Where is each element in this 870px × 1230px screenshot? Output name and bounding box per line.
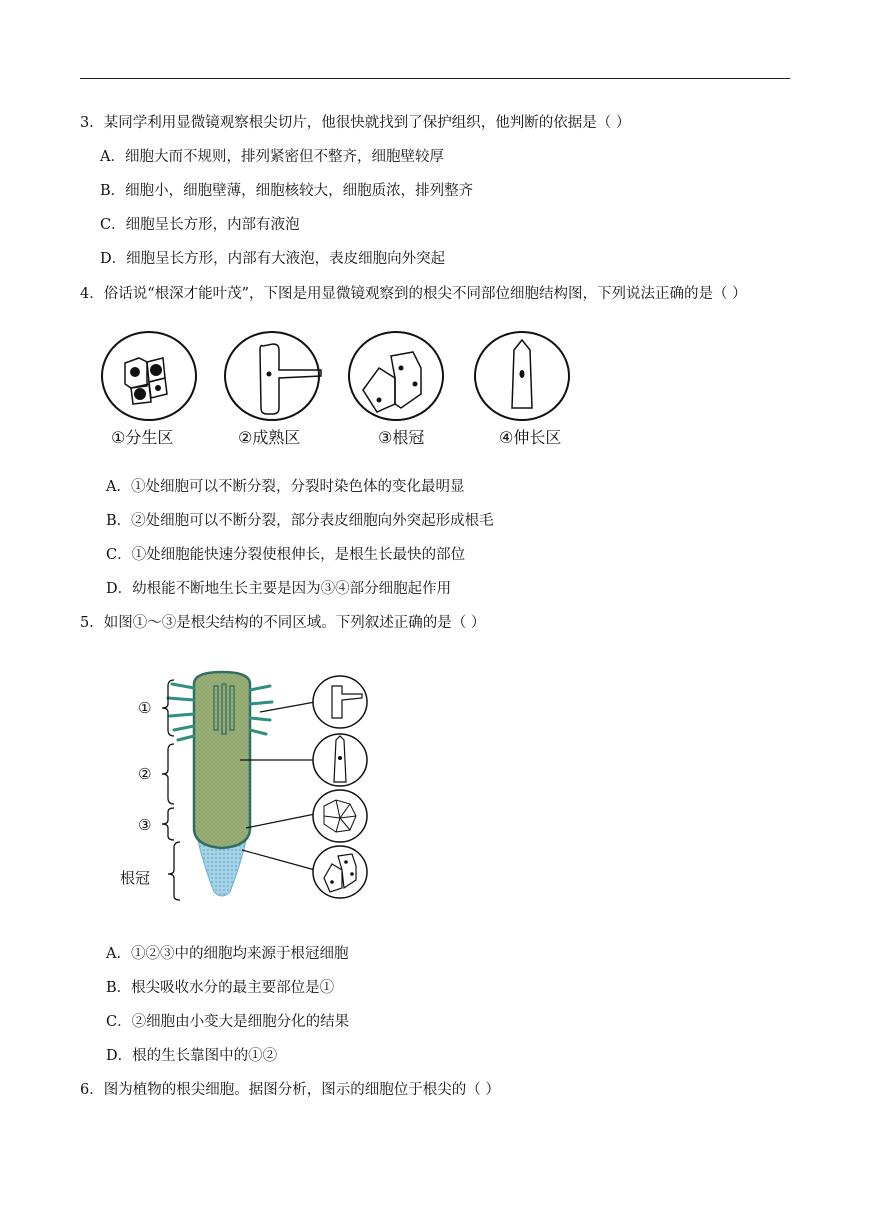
q3-option-d: D．细胞呈长方形，内部有大液泡，表皮细胞向外突起: [100, 251, 446, 267]
q4-option-b: B．②处细胞可以不断分裂，部分表皮细胞向外突起形成根毛: [106, 513, 494, 529]
q5-root-tip-figure: [110, 660, 380, 910]
label-elongation-zone: ④伸长区: [499, 428, 562, 447]
q4-option-c: C．①处细胞能快速分裂使根伸长，是根生长最快的部位: [106, 547, 466, 563]
q4-option-d: D．幼根能不断地生长主要是因为③④部分细胞起作用: [106, 581, 452, 597]
elongation-cell-diagram: [475, 332, 569, 420]
label-zone-3: ③: [138, 816, 152, 834]
root-cap-cell-diagram: [349, 332, 443, 420]
detail-root-cap-cells: [313, 846, 367, 898]
label-zone-1: ①: [138, 699, 152, 717]
question-4-stem: 4．俗话说“根深才能叶茂”，下图是用显微镜观察到的根尖不同部位细胞结构图，下列说法正确的是（ ）: [80, 286, 747, 302]
root-hair-cell-diagram: [225, 332, 321, 420]
q4-cell-figure: [95, 328, 585, 458]
q3-option-a: A．细胞大而不规则，排列紧密但不整齐，细胞壁较厚: [100, 149, 444, 165]
question-3-stem: 3．某同学利用显微镜观察根尖切片，他很快就找到了保护组织，他判断的依据是（ ）: [80, 115, 631, 131]
label-meristem-zone: ①分生区: [111, 428, 174, 447]
q3-option-c: C．细胞呈长方形，内部有液泡: [100, 217, 300, 233]
q5-option-d: D．根的生长靠图中的①②: [106, 1048, 278, 1064]
label-maturation-zone: ②成熟区: [238, 428, 301, 447]
detail-root-hair-cell: [313, 676, 367, 728]
question-5-stem: 5．如图①～③是根尖结构的不同区域。下列叙述正确的是（ ）: [80, 615, 486, 631]
q5-option-a: A．①②③中的细胞均来源于根冠细胞: [106, 946, 349, 962]
header-rule: [80, 78, 790, 79]
q5-option-c: C．②细胞由小变大是细胞分化的结果: [106, 1014, 350, 1030]
label-root-cap-zone: 根冠: [120, 869, 151, 887]
label-root-cap: ③根冠: [378, 428, 425, 447]
label-zone-2: ②: [138, 765, 152, 783]
meristem-cell-diagram: [102, 332, 196, 420]
q5-option-b: B．根尖吸收水分的最主要部位是①: [106, 980, 335, 996]
question-6-stem: 6．图为植物的根尖细胞。据图分析，图示的细胞位于根尖的（ ）: [80, 1082, 500, 1098]
q3-option-b: B．细胞小，细胞壁薄，细胞核较大，细胞质浓，排列整齐: [100, 183, 474, 199]
detail-meristem-cells: [313, 790, 367, 842]
q4-option-a: A．①处细胞可以不断分裂，分裂时染色体的变化最明显: [106, 479, 465, 495]
detail-elongation-cell: [313, 734, 367, 786]
